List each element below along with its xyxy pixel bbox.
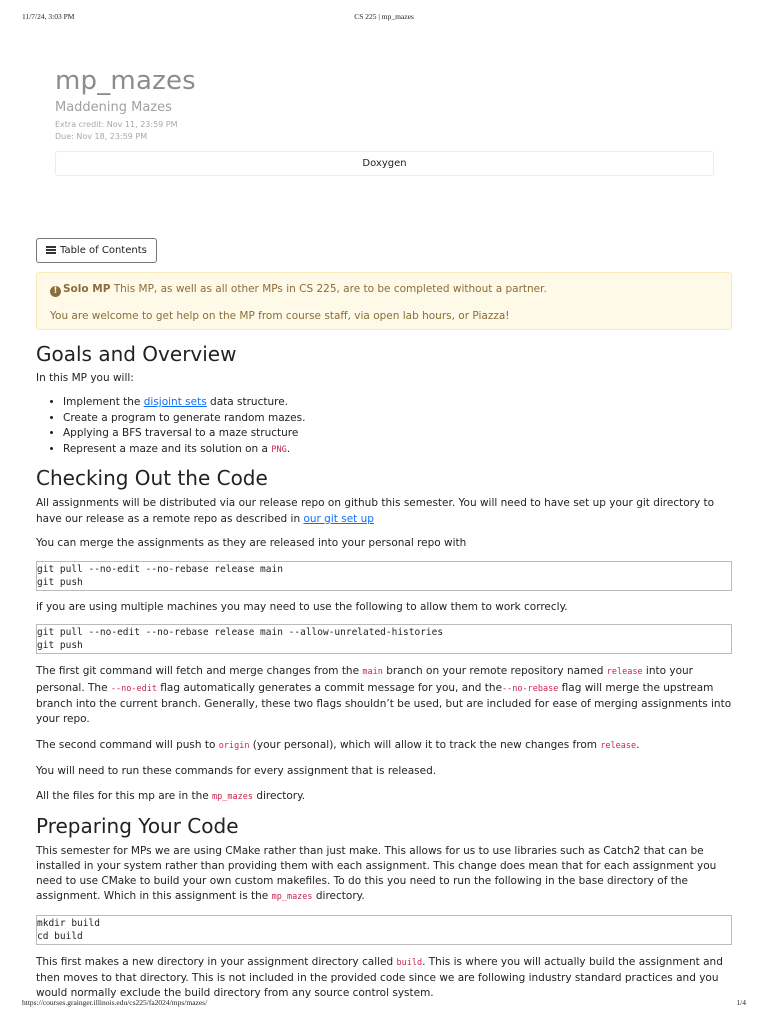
toc-button-label: Table of Contents (60, 245, 147, 256)
page-title: mp_mazes (55, 66, 196, 96)
list-item: • Applying a BFS traversal to a maze structure (63, 426, 732, 442)
extra-credit-date: Extra credit: Nov 11, 23:59 PM (55, 120, 178, 129)
preparing-paragraph-1: This semester for MPs we are using CMake rather than just make. This allows for us to use libraries such as Catch2 that can be installed in your system rather than providing them with each assignment. This change does mean that for each assignment you need to use CMake to build your own custom makefiles. To do this you need to run the following in the base directory of the assignment. Which in this assignment is the mp_mazes directory. (36, 844, 717, 903)
alert-line-1 (50, 282, 718, 297)
due-date: Due: Nov 18, 23:59 PM (55, 132, 148, 141)
checkout-paragraph-2: You can merge the assignments as they are released into your personal repo with (36, 536, 467, 549)
main-content (36, 340, 732, 1002)
print-page-number: 1/4 (736, 998, 746, 1007)
inline-code: PNG (271, 444, 287, 455)
inline-code: release (600, 740, 637, 751)
code-block-git-pull[interactable]: git pull --no-edit --no-rebase release main git push (36, 561, 732, 591)
goals-heading: Goals and Overview (36, 342, 237, 366)
solo-mp-alert (36, 272, 732, 330)
menu-icon (46, 246, 56, 254)
alert-strong: Solo MP (63, 283, 111, 295)
inline-code: build (396, 957, 423, 968)
code-block-mkdir-build[interactable]: mkdir build cd build (36, 915, 732, 945)
checkout-paragraph-1: All assignments will be distributed via our release repo on github this semester. You will need to have set up your git directory to have our release as a remote repo as described in our git set up (36, 497, 715, 525)
checkout-heading: Checking Out the Code (36, 466, 268, 491)
code-block-git-pull-unrelated[interactable]: git pull --no-edit --no-rebase release main --allow-unrelated-histories git push (36, 624, 732, 654)
inline-code: mp_mazes (212, 792, 253, 803)
preparing-heading: Preparing Your Code (36, 813, 239, 838)
checkout-paragraph-5: The second command will push to origin (your personal), which will allow it to track the new changes from release. (36, 738, 640, 751)
goals-list (63, 395, 732, 458)
inline-code: origin (218, 740, 250, 751)
inline-code: main (362, 667, 383, 678)
table-of-contents-button[interactable] (36, 238, 157, 263)
exclamation-circle-icon: ! (50, 286, 61, 297)
inline-code: --no-edit (110, 683, 157, 694)
page-subtitle: Maddening Mazes (55, 100, 172, 115)
print-datetime: 11/7/24, 3:03 PM (22, 12, 75, 21)
doxygen-link[interactable]: Doxygen (55, 151, 714, 176)
checkout-paragraph-3: if you are using multiple machines you may need to use the following to allow them to work correcly. (36, 601, 568, 614)
disjoint-sets-link[interactable]: disjoint sets (143, 396, 207, 409)
print-footer (22, 998, 746, 1010)
list-item: • Implement the disjoint sets data structure. (63, 395, 732, 411)
checkout-paragraph-7: All the files for this mp are in the mp_mazes directory. (36, 790, 306, 803)
inline-code: --no-rebase (502, 683, 559, 694)
alert-line-2: You are welcome to get help on the MP from course staff, via open lab hours, or Piazza! (50, 310, 510, 322)
preparing-paragraph-2: This first makes a new directory in your assignment directory called build. This is where you will actually build the assignment and then moves to that directory. This is not included in the provided code since we are following industry standard practices and you would normally exclude the build directory from any source control system. (36, 955, 723, 1000)
list-item: • Represent a maze and its solution on a PNG. (63, 442, 732, 459)
checkout-paragraph-6: You will need to run these commands for every assignment that is released. (36, 764, 437, 777)
page-header (55, 64, 715, 143)
print-header (22, 12, 746, 24)
inline-code: release (606, 667, 643, 678)
alert-text: This MP, as well as all other MPs in CS 225, are to be completed without a partner. (110, 283, 547, 295)
inline-code: mp_mazes (271, 892, 313, 903)
git-setup-link[interactable]: our git set up (303, 512, 374, 525)
list-item: • Create a program to generate random mazes. (63, 411, 732, 427)
print-title: CS 225 | mp_mazes (354, 12, 414, 21)
checkout-paragraph-4: The first git command will fetch and merge changes from the main branch on your remote repository named release into your personal. The --no-edit flag automatically generates a commit message for you, and the--no-rebase flag will merge the upstream branch into the current branch. Generally, these two flags shouldn’t be used, but are included for ease of merging assignments into your repo. (36, 665, 732, 726)
goals-intro: In this MP you will: (36, 372, 134, 384)
print-url: https://courses.grainger.illinois.edu/cs225/fa2024/mps/mazes/ (22, 998, 208, 1007)
